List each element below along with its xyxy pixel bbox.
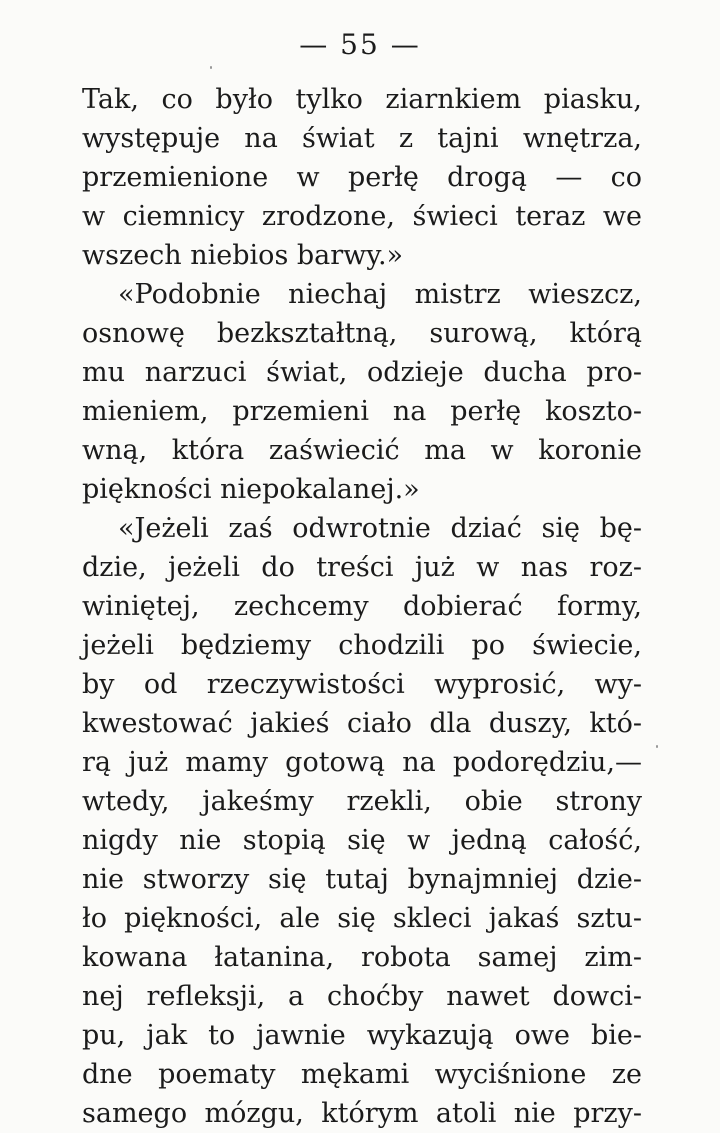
text-line: osnowę bezkształtną, surową, którą [82,318,642,349]
text-line: występuje na świat z tajni wnętrza, [82,123,642,154]
paragraph-first-line: «Podobnie niechaj mistrz wieszcz, [118,279,642,310]
page-number: — 55 — [299,28,421,61]
text-line: nej refleksji, a choćby nawet dowci- [82,981,642,1012]
text-line: samego mózgu, którym atoli nie przy- [82,1098,642,1129]
text-line: wną, która zaświecić ma w koronie [82,435,642,466]
text-line: rą już mamy gotową na podorędziu,— [82,747,642,778]
text-line: mieniem, przemieni na perłę koszto- [82,396,642,427]
text-line: winiętej, zechcemy dobierać formy, [82,591,642,622]
text-line: mu narzuci świat, odzieje ducha pro- [82,357,642,388]
ink-speck [656,745,658,748]
body-text [82,80,642,1133]
text-line: piękności niepokalanej.» [82,474,420,505]
text-line: dzie, jeżeli do treści już w nas roz- [82,552,642,583]
text-line: Tak, co było tylko ziarnkiem piasku, [82,84,642,115]
text-line: w ciemnicy zrodzone, świeci teraz we [82,201,642,232]
text-line: kowana łatanina, robota samej zim- [82,942,642,973]
text-line: by od rzeczywistości wyprosić, wy- [82,669,642,700]
text-line: wszech niebios barwy.» [82,240,404,271]
text-line: wtedy, jakeśmy rzekli, obie strony [82,786,642,817]
text-line: jeżeli będziemy chodzili po świecie, [82,630,642,661]
text-line: nie stworzy się tutaj bynajmniej dzie- [82,864,642,895]
text-line: nigdy nie stopią się w jedną całość, [82,825,642,856]
text-line: kwestować jakieś ciało dla duszy, któ- [82,708,642,739]
text-line: ło piękności, ale się skleci jakaś sztu- [82,903,642,934]
text-line: dne poematy mękami wyciśnione ze [82,1059,642,1090]
text-line: pu, jak to jawnie wykazują owe bie- [82,1020,642,1051]
text-line: przemienione w perłę drogą — co [82,162,642,193]
paragraph-first-line: «Jeżeli zaś odwrotnie dziać się bę- [118,513,642,544]
ink-speck [210,66,212,69]
